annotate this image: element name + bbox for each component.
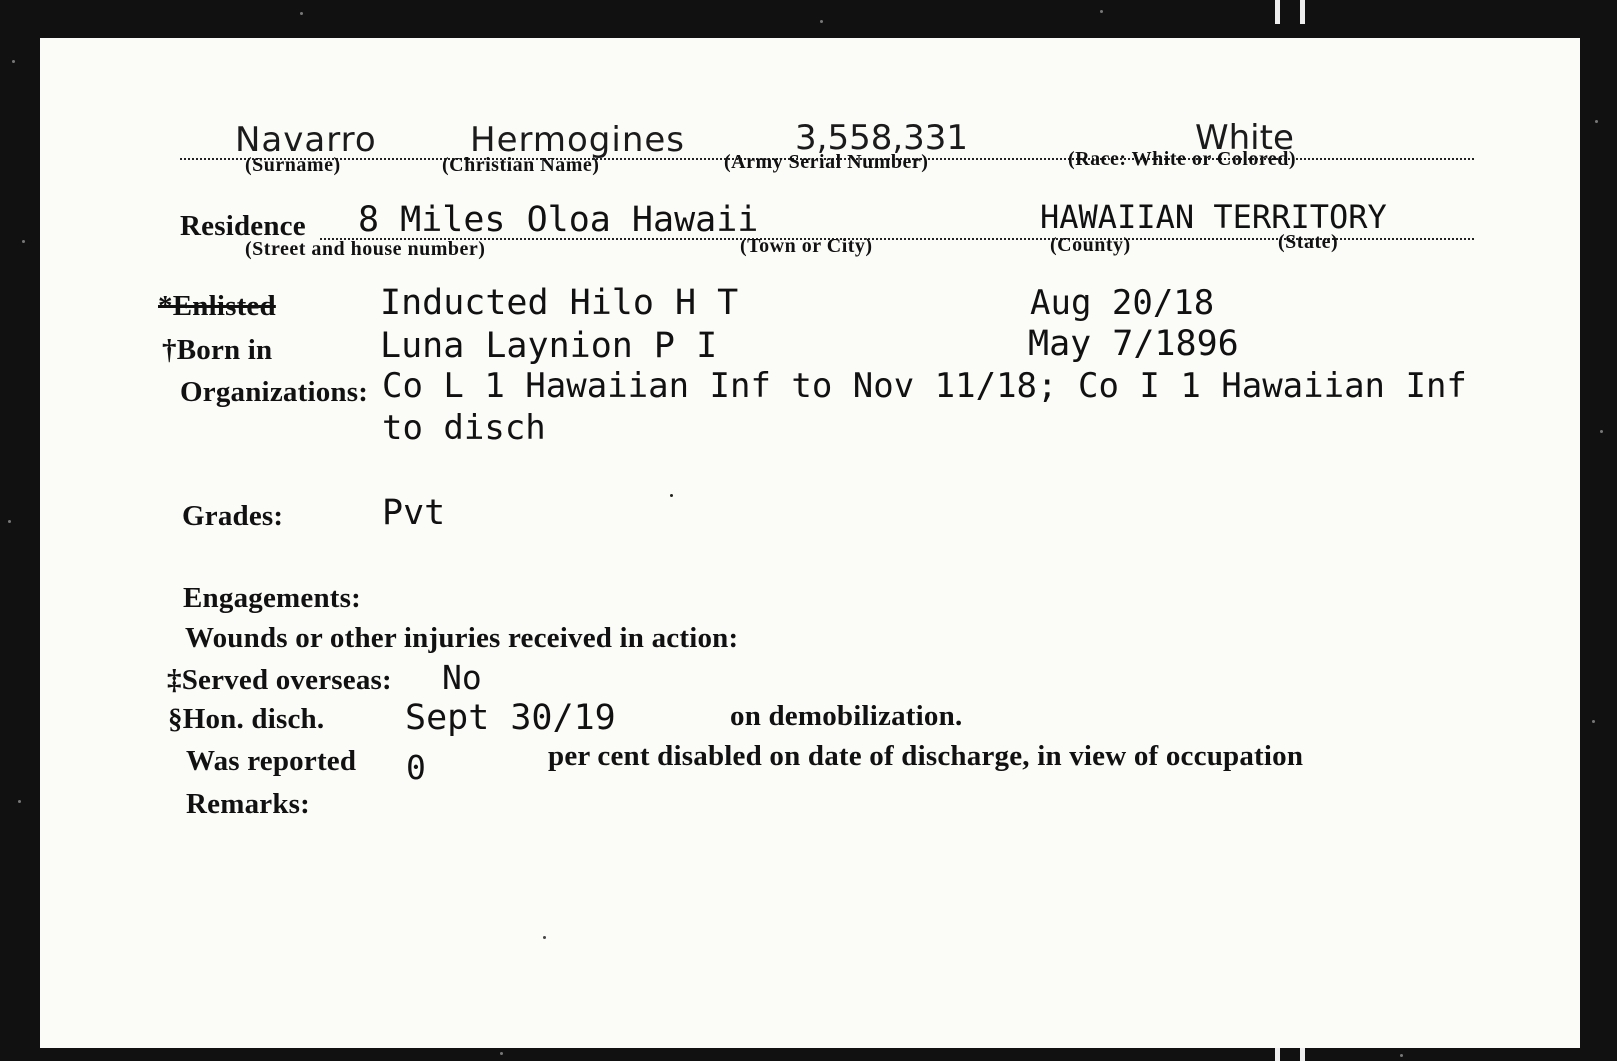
caption-county: (County) xyxy=(1050,234,1131,256)
card-speck xyxy=(543,936,546,939)
caption-christian-name: (Christian Name) xyxy=(442,154,600,176)
film-speck xyxy=(300,12,303,15)
organizations-line-2: to disch xyxy=(382,408,546,448)
disability-value: 0 xyxy=(406,748,426,787)
card-speck xyxy=(670,494,673,497)
wounds-label: Wounds or other injuries received in action: xyxy=(185,622,739,654)
film-speck xyxy=(1100,10,1103,13)
caption-street: (Street and house number) xyxy=(245,238,486,260)
served-overseas-value: No xyxy=(442,658,482,697)
organizations-label: Organizations: xyxy=(180,376,369,408)
film-speck xyxy=(22,240,25,243)
remarks-label: Remarks: xyxy=(186,788,311,820)
film-speck xyxy=(12,60,15,63)
residence-street-value: 8 Miles Oloa Hawaii xyxy=(358,200,759,240)
film-speck xyxy=(1600,430,1603,433)
grades-label: Grades: xyxy=(182,500,284,532)
residence-county-state-value: HAWAIIAN TERRITORY xyxy=(1040,198,1387,236)
enlisted-label: *Enlisted xyxy=(158,290,276,322)
film-speck xyxy=(8,520,11,523)
caption-town: (Town or City) xyxy=(740,235,873,257)
engagements-label: Engagements: xyxy=(183,582,362,614)
caption-race: (Race: White or Colored) xyxy=(1068,148,1297,170)
race-value: White xyxy=(1195,118,1294,158)
caption-serial-number: (Army Serial Number) xyxy=(724,151,929,173)
enlisted-value: Inducted Hilo H T xyxy=(380,283,739,323)
service-record-card xyxy=(40,38,1580,1048)
disability-label: Was reported xyxy=(186,745,357,777)
caption-surname: (Surname) xyxy=(245,154,341,176)
film-edge-mark xyxy=(1275,0,1280,24)
film-speck xyxy=(1400,1054,1403,1057)
film-speck xyxy=(18,800,21,803)
film-speck xyxy=(820,20,823,23)
organizations-line-1: Co L 1 Hawaiian Inf to Nov 11/18; Co I 1 Hawaiian Inf xyxy=(382,366,1467,406)
surname-value: Navarro xyxy=(235,120,377,160)
serial-number-value: 3,558,331 xyxy=(795,118,969,158)
film-speck xyxy=(500,1052,503,1055)
caption-state: (State) xyxy=(1278,231,1339,253)
discharge-suffix: on demobilization. xyxy=(730,700,963,732)
honorable-discharge-label: §Hon. disch. xyxy=(168,703,325,735)
christian-name-value: Hermogines xyxy=(470,120,685,160)
served-overseas-label: ‡Served overseas: xyxy=(167,664,392,696)
born-date: May 7/1896 xyxy=(1028,324,1239,364)
born-in-label: †Born in xyxy=(162,334,273,366)
enlisted-date: Aug 20/18 xyxy=(1030,283,1215,323)
grades-value: Pvt xyxy=(382,493,446,533)
born-in-value: Luna Laynion P I xyxy=(380,326,718,366)
disability-suffix: per cent disabled on date of discharge, in view of occupation xyxy=(548,740,1304,772)
film-edge-mark xyxy=(1300,0,1305,24)
honorable-discharge-date: Sept 30/19 xyxy=(405,698,616,738)
residence-label: Residence xyxy=(180,210,306,242)
film-speck xyxy=(1592,720,1595,723)
film-speck xyxy=(1595,120,1598,123)
